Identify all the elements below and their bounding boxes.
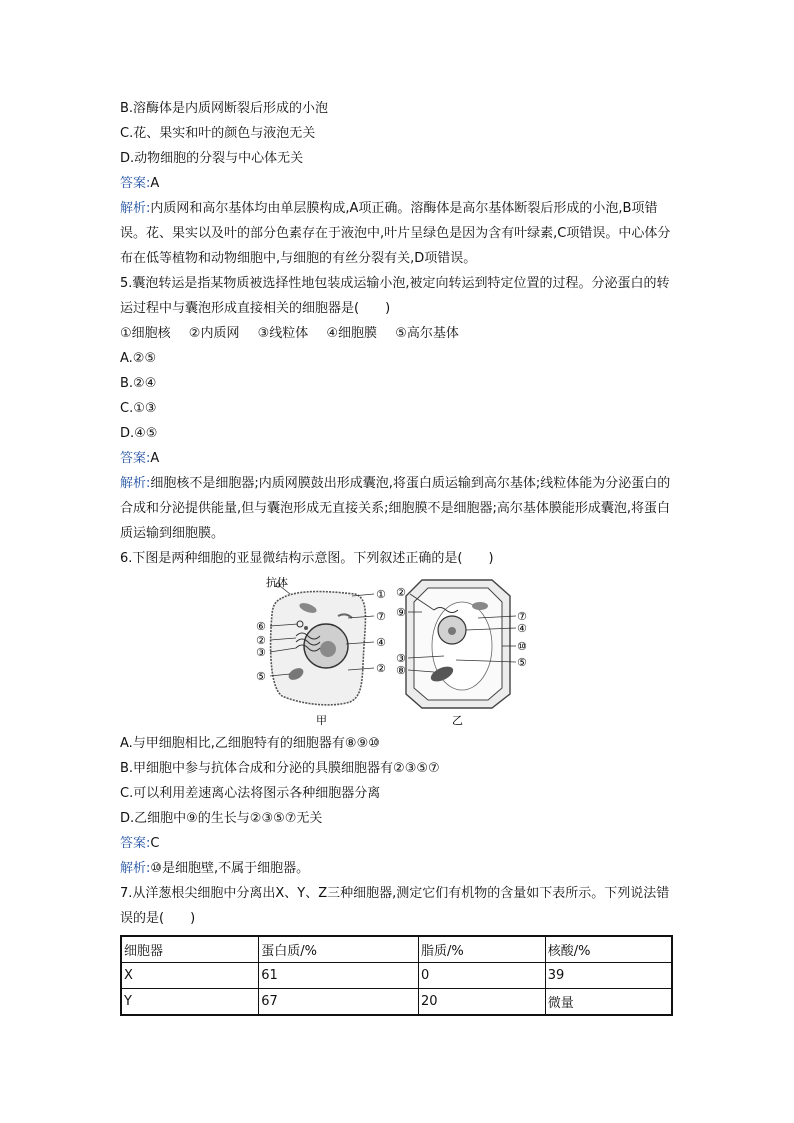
analysis-text: 内质网和高尔基体均由单层膜构成,A项正确。溶酶体是高尔基体断裂后形成的小泡,B项错误。花、果实以及叶的部分色素存在于液泡中,叶片呈绿色是因为含有叶绿素,C项错误。中心体分布在低等植物和动物细胞中,与细胞的有丝分裂有关,D项错误。 (120, 201, 671, 266)
cell-b-label: ④ (517, 622, 527, 635)
cell-a-label: ② (256, 634, 266, 647)
q5-item: ③线粒体 (257, 326, 309, 341)
table-cell: 67 (259, 989, 419, 1016)
analysis-text: ⑩是细胞壁,不属于细胞器。 (150, 861, 310, 876)
cell-a-label: ⑤ (256, 670, 266, 683)
answer-value: A (150, 451, 160, 466)
table-cell: 微量 (545, 989, 672, 1016)
table-cell: 61 (259, 963, 419, 989)
q5-option-d: D.④⑤ (120, 426, 158, 441)
cell-b-label: ② (396, 586, 406, 599)
analysis-text: 细胞核不是细胞器;内质网膜鼓出形成囊泡,将蛋白质运输到高尔基体;线粒体能为分泌蛋白的合成和分泌提供能量,但与囊泡形成无直接关系;细胞膜不是细胞器;高尔基体膜能形成囊泡,将蛋白质运输到细胞膜。 (120, 476, 671, 541)
cell-b-label: ⑤ (517, 656, 527, 669)
table-cell: 20 (419, 989, 546, 1016)
animal-cell (270, 583, 374, 705)
cell-b-label: ⑦ (517, 610, 527, 623)
q4-analysis (120, 196, 676, 271)
cell-a-label: ④ (376, 636, 386, 649)
answer-label: 答案: (120, 836, 151, 851)
q4-option-c: C.花、果实和叶的颜色与液泡无关 (120, 126, 316, 141)
q5-option-b: B.②④ (120, 376, 157, 391)
organelle-composition-table (120, 935, 673, 1016)
table-header-cell: 细胞器 (121, 936, 259, 963)
analysis-label: 解析: (120, 476, 151, 491)
answer-value: C (150, 836, 160, 851)
table-header-cell: 脂质/% (419, 936, 546, 963)
table-cell: Y (121, 989, 259, 1016)
table-cell: X (121, 963, 259, 989)
cell-a-label: ② (376, 662, 386, 675)
answer-value: A (150, 176, 160, 191)
cell-diagram (256, 576, 530, 728)
q7-stem: 7.从洋葱根尖细胞中分离出X、Y、Z三种细胞器,测定它们有机物的含量如下表所示。下列说法错误的是( ) (120, 886, 670, 926)
cell-a-label: ⑦ (376, 610, 386, 623)
q6-option-b: B.甲细胞中参与抗体合成和分泌的具膜细胞器有②③⑤⑦ (120, 761, 440, 776)
q5-option-c: C.①③ (120, 401, 157, 416)
table-cell: 39 (545, 963, 672, 989)
q5-items (120, 321, 676, 346)
table-row (121, 989, 672, 1016)
q6-option-a: A.与甲细胞相比,乙细胞特有的细胞器有⑧⑨⑩ (120, 736, 380, 751)
cell-a-caption: 甲 (316, 714, 327, 727)
table-row (121, 963, 672, 989)
q5-item: ②内质网 (188, 326, 240, 341)
cell-b-label: ⑨ (396, 606, 406, 619)
table-header-row (121, 936, 672, 963)
table-header-cell: 核酸/% (545, 936, 672, 963)
document-page (120, 96, 676, 1016)
q4-option-b: B.溶酶体是内质网断裂后形成的小泡 (120, 101, 329, 116)
q5-stem: 5.囊泡转运是指某物质被选择性地包装成运输小泡,被定向转运到特定位置的过程。分泌蛋白的转运过程中与囊泡形成直接相关的细胞器是( ) (120, 276, 670, 316)
cell-diagram-figure (120, 576, 676, 728)
answer-label: 答案: (120, 176, 151, 191)
q5-answer (120, 446, 676, 471)
table-header-cell: 蛋白质/% (259, 936, 419, 963)
q4-answer (120, 171, 676, 196)
cell-a-label: ⑥ (256, 620, 266, 633)
q5-option-a: A.②⑤ (120, 351, 157, 366)
q6-answer (120, 831, 676, 856)
analysis-label: 解析: (120, 861, 151, 876)
cell-b-label: ⑧ (396, 664, 406, 677)
answer-label: 答案: (120, 451, 151, 466)
q6-option-d: D.乙细胞中⑨的生长与②③⑤⑦无关 (120, 811, 323, 826)
q6-option-c: C.可以利用差速离心法将图示各种细胞器分离 (120, 786, 381, 801)
q5-item: ④细胞膜 (326, 326, 378, 341)
cell-b-label: ③ (396, 652, 406, 665)
antibody-label: 抗体 (266, 576, 288, 589)
q5-item: ⑤高尔基体 (395, 326, 459, 341)
q4-option-d: D.动物细胞的分裂与中心体无关 (120, 151, 304, 166)
plant-cell (406, 580, 516, 708)
cell-b-caption: 乙 (452, 714, 463, 727)
table-cell: 0 (419, 963, 546, 989)
cell-a-label: ① (376, 588, 386, 601)
q5-analysis (120, 471, 676, 546)
cell-a-label: ③ (256, 646, 266, 659)
analysis-label: 解析: (120, 201, 151, 216)
q5-item: ①细胞核 (120, 326, 171, 341)
cell-b-label: ⑩ (517, 640, 527, 653)
q6-analysis (120, 856, 676, 881)
q6-stem: 6.下图是两种细胞的亚显微结构示意图。下列叙述正确的是( ) (120, 551, 494, 566)
